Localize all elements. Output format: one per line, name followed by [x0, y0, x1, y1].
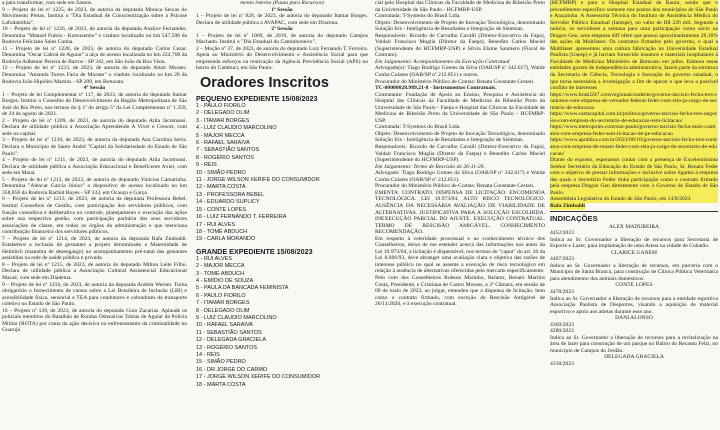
column-3 — [375, 0, 545, 430]
orador-item: 11 - JORGE WILSON XERIFE DO CONSUMIDOR — [196, 177, 320, 184]
orador-item: 15 - SIMÃO PEDRO — [196, 359, 246, 366]
orador-item: 6 - RAFAEL SARAIVA — [196, 140, 250, 147]
ementa-paragraph: EMENTA: CONTRATO. DISPENSA DE LICITAÇÃO. ENCOMENDA TECNOLÓGICA. LEI 10.973/04. ALTO RISCO TECNOLÓGICO. AUSÊNCIA DA NECESSÁRIA AVALIAÇÃO DE VIABILIDADE DE ALTERNATIVAS. JUSTIFICATIVA PARA A SOLUÇÃO ESCOLHIDA. INEXECUÇÃO PARCIAL DO AJUSTE. EXECUÇÃO CONTRATUAL. TERMO DE RESCISÃO AMIGÁVEL. CONHECIMENTO RECOMENDAÇÃO. — [375, 189, 545, 236]
paragraph: 11 – Projeto de lei nº 1228, de 2023, de autoria do deputado Carlos Cezar. Denomina "Oscar Cabral de Aguiar" a alça de acesso localizada no km 224,700 da Rodovia Adhemar Pereira de Barros - SP 342, em São João da Boa Vista. — [2, 45, 187, 65]
orador-item: 10 - RAFAEL SARAIVA — [196, 322, 253, 329]
pequeno-expediente-list — [196, 103, 368, 244]
orador-item: 3 - TOMÉ ABDUCH — [196, 270, 245, 277]
orador-item: 5 - MAJOR MECCA — [196, 132, 245, 139]
orador-item: 12 - DELEGADA GRACIELA — [196, 337, 266, 344]
orador-item: 1 - RUI ALVES — [196, 255, 232, 262]
orador-item: 12 - MARTA COSTA — [196, 184, 246, 191]
column-4 — [550, 0, 718, 430]
paragraph: Objeto: Desenvolvimento de Projeto de Inovação Tecnológica, denominado Solução Iris - Inteligência de Resultados e Integração de Sistemas. — [375, 19, 545, 33]
indicacao-author: DELEGADA GRACIELA — [604, 354, 664, 361]
orador-item: 18 - MARTA COSTA — [196, 381, 246, 388]
orador-item: 1 - PAULO FIORILO — [196, 103, 246, 110]
paragraph: Contratada: T-Systems do Brasil Ltda. — [375, 13, 461, 20]
source-link[interactable]: https://www.brasil247.com/regionais/sudeste/governo-tarcisio-fecha-tres-contratos-com-empresa-de-vereador-federal-feder-com-rela-ja-cargo-de-secretario-de-educacao — [550, 91, 718, 111]
grande-expediente-heading: GRANDE EXPEDIENTE 15/08/2023 — [196, 246, 313, 256]
source-link[interactable]: https://www.apublica.com.br/2023/08/10/governo-tarcisio-fecha-tres-contratos-com-empresa-de-renato-feder-com-rela-ja-cargo-de-secretario-de-educacao/ — [550, 137, 718, 157]
indicacao-text: Indica ao Sr. Governador a liberação de recursos para a revitalização na área de lazer para construção de um parque no Bairro do Recanto Feliz, no município de Campos do Jordão. — [550, 334, 718, 354]
paragraph: Em respeito à celeridade processual e ao conhecimento técnico dos Conselheiros, deixo de me estender acerca das informações nos autos da Lei 10.973/04, a licitação é dispensável, nos termos do "caput" do art. 20 da Lei 8.666/93, deve abranger uma avaliação clara e objetiva das razões de interesse público no qual se assente a execução de risco tecnológico em relação à ausência de alternativas oferecidas pelo mercado especificamente. — [375, 235, 545, 275]
paragraph: Objeto: Desenvolvimento de Projeto de Inovação Tecnológica, denominado Solução Iris - Inteligência de Resultados e Integração de Sistemas. — [375, 130, 545, 144]
paragraph: 2 – Moção nº 37, de 2023, de autoria do deputado Luiz Fernando T. Ferreira. Apela ao Ministério do Desenvolvimento e Assistência Social para que empreenda esforços na reativação da Agência Previdência Social (APS) no bairro do Cambuci, em São Paulo. — [196, 45, 368, 72]
session-heading: 4ª Sessão — [83, 85, 106, 92]
indicacao-number: 4478/2023 — [550, 288, 574, 295]
orador-item: 6 - PAULO FIORILO — [196, 292, 246, 299]
source-link[interactable]: https://www.metropoles.com/sao-paulo/governo-tarcisio-fecha-mais-contratos-com-empresa-feder-sem-licitacao-de-pe-educacao — [550, 124, 718, 137]
orador-item: 5 - PAULA DA BANCADA FEMINISTA — [196, 285, 289, 292]
indicacoes-list — [550, 224, 718, 368]
paragraph: 12 – Projeto de lei nº 1233, de 2023, de autoria do deputado Altair Moraes. Denomina "Amanda Torres Faria de Moraes" o viaduto localizado no km 20 da Rodovia João Hipólito Martins - SP 209, em Botucatu. — [2, 65, 187, 85]
orador-item: 9 - LUIZ CLAUDIO MARCOLINO — [196, 314, 277, 321]
paragraph: 2 – Projeto de lei nº 1209, de 2023, de autoria do deputado Atila Jacomussi. Declara de utilidade pública a Associação Aprendendo A Viver e Crescer, com sede na capital. — [2, 117, 187, 137]
orador-item: 13 - ROGÉRIO SANTOS — [196, 344, 258, 351]
paragraph: Advogado: Tiago Rodrigo Gomes da Silva (OAB/SP nº 342.617) e Walde Cunha Colares (OAB/SP nº 212.851). — [375, 170, 545, 183]
divider — [550, 211, 718, 212]
indicacao-number: 4318/2023 — [550, 360, 574, 367]
session-heading: 2ª Sessão — [271, 26, 293, 33]
orador-item: 17 - JORGE WILSON XERIFE DO CONSUMIDOR — [196, 374, 321, 381]
orador-item: 14 - EDUARDO SUPLICY — [196, 199, 260, 206]
paragraph: 9 – Projeto de lei nº 1216, de 2023, de autoria da deputada Andréa Werner. Torna obrigatório o fornecimento de cursos sobre a Lei Brasileira de Inclusão (LBI) e acessibilidade física, sensorial e TEA para condutores e cobradores do transporte coletivo no Estado de São Paulo. — [2, 281, 187, 308]
column-1 — [2, 0, 187, 430]
orador-item: 4 - EMÍDIO DE SOUZA — [196, 277, 254, 284]
paragraph: TC-00000028.989.21-8 - Instrumentos Contratuais. — [375, 85, 497, 92]
paragraph: 7 – Projeto de lei nº 1214, de 2023, de autoria da deputada Rafa Zimbaldi. Estabelece a inclusão de gestantes a projeto denominado a Maternidade de Heimlich (manobra de desengasgo) no acompanhamento pré-natal das gestantes assistidas na rede de saúde pública e privada. — [2, 235, 187, 262]
paragraph: 6 – Projeto de lei nº 1213, de 2023, de autoria da deputada Professora Bebel. Institui Conselhos de Gestão, com participação dos servidores públicos, com função consultiva e deliberativa no controle, planejamento e execução das ações sobre sua respectiva gestão, com participação paritária dos seus servidores associações de classe, em todos os órgãos da administração e que menciona contribuição financeira dos servidores públicos. — [2, 196, 187, 236]
orador-item: 4 - LUIZ CLAUDIO MARCOLINO — [196, 125, 277, 132]
paragraph: 3 – Projeto de lei nº 1210, de 2023, de autoria da deputada Ana Carolina Serra. Declara o Município de Santo André "Capital da Solidariedade do Estado de São Paulo". — [2, 137, 187, 157]
oradores-title: Oradores Inscritos — [200, 75, 329, 92]
indicacao-author: CLARICE GANEM — [611, 249, 657, 256]
orador-item: 7 - ITAMAR BORGES — [196, 300, 250, 307]
indicacao-text: Indica ao Sr. Governador a liberação de recursos para Secretaria de Esporte e Lazer, para implantação de uma Arena na cidade de Cubatão. — [550, 236, 718, 250]
paragraph: 10 – Projeto nº 139, de 2023, de autoria do deputado Guto Zacarias. Aplaude os policiais membros do Batalhão de Rondas Ostensivas Tobias de Aguiar da Polícia Militar (ROTA) por conta da ação decisiva no enfrentamento da criminalidade no Guarujá — [2, 307, 187, 334]
paragraph: Procurador do Ministério Público de Contas: Renata Constante Cestari. — [375, 78, 535, 85]
orador-item: 11 - SEBASTIÃO SANTOS — [196, 329, 262, 336]
grande-expediente-list — [196, 256, 368, 389]
orador-item: 15 - CONTE LOPES — [196, 206, 247, 213]
paragraph: 1 – Projeto de lei nº 1069, de 2019, de autoria do deputado Campos Machado. Institui o "Dia Estadual do Caminhoneiro". — [196, 32, 368, 46]
orador-item: 13 - PROFESSORA BEBEL — [196, 191, 265, 198]
paragraph: 8 – Projeto de lei nº 1215, de 2023, de autoria do deputado Milton Leite Filho. Declara de utilidade pública a Associação Cultural Assistencial Educacional Macaé, com sede em Diadema. — [2, 261, 187, 281]
orador-item: 18 - TOMÉ ABDUCH — [196, 228, 248, 235]
pequeno-expediente-heading: PEQUENO EXPEDIENTE 15/08/2023 — [196, 94, 318, 104]
orador-item: 3 - ITAMAR BORGES — [196, 117, 250, 124]
paragraph: cial pelo Hospital das Clínicas da Faculdade de Medicina de Ribeirão Preto da Universidade de São Paulo - HCFMRP-USP. — [375, 0, 545, 13]
indicacao-author: DANI ALONSO — [615, 315, 653, 322]
orador-item: 10 - SIMÃO PEDRO — [196, 169, 246, 176]
indicacao-author: ALEX MADUREIRA — [608, 223, 660, 230]
paragraph: 10 – Projeto de lei nº 1226, de 2023, de autoria da deputada Analice Fernandes. Denomina "Manoel Fumio - Kutsuzenho" o viaduto localizado no km 547,500 da Rodovia Feliciano Sales Cunha. — [2, 26, 187, 46]
paragraph: Procurador do Ministério Público de Contas: Renata Constante Cestari. — [375, 183, 535, 190]
orador-item: 14 - REIS — [196, 352, 220, 359]
orador-item: 2 - DELEGADO OLIM — [196, 110, 250, 117]
indicacoes-heading: INDICAÇÕES — [550, 213, 598, 223]
paragraph: 4 – Projeto de lei nº 1211, de 2023, de autoria do deputado Atila Jacomussi. Declara de utilidade pública a Associação Educacional e Beneficente Axiel, com sede em Mauá. — [2, 157, 187, 177]
paragraph: mento interno (Pauta para Recursos) — [240, 0, 324, 6]
paragraph: Em Julgamento: Acompanhamento da Execução Contratual — [375, 58, 510, 65]
orador-item: 8 - DELEGADO OLIM — [196, 307, 250, 314]
orador-item: 19 - CARLA MORANDO — [196, 236, 256, 243]
paragraph: Responsáveis: Ricardo de Carvalho Cavalli (Diretor-Executivo da Fapa), Valdair Francisco Muglia (Diretor da Faepa) e Benedito Carlos Maciel (Superintendente do HCFMRP-USP). — [375, 144, 545, 164]
source-link[interactable]: https://www.cartacapital.com.br/politica/governo-tarcisio-fecha-tres-negocios-com-empresa-do-secretario-de-educacao-sem-licitacao/ — [550, 111, 718, 124]
signature-name: Rafa Zimbaldi — [550, 202, 585, 209]
indicacao-author: CONTE LOPES — [615, 282, 653, 289]
orador-item: 16 - DR JORGE DO CARMO — [196, 366, 268, 373]
orador-item: 9 - REIS — [196, 162, 217, 169]
indicacao-text: Indica ao Sr. Governador a liberação de recursos, em parceria com o Município de Santa Branca, para construção de Clínica Pública Veterinária para atendimento dos animais domésticos. — [550, 262, 718, 282]
paragraph: Pelo voto dos Conselheiros Robson Marinho, Relator, Renato Martins Costa, Presidente, e Cristiana de Castro Moraes, a 2ª Câmara, em sessão de 09 de maio de 2023, ao julgar, entendeu que a dispensa de licitação, bem como o contrato firmado, com exceção de Rescisão Amigável de 26/11/2020, e à execução contratual. — [375, 274, 545, 308]
indicacao-number: 4467/2023 — [550, 256, 574, 263]
session-heading: 1ª Sessão — [271, 6, 293, 13]
paragraph: Responsáveis: Ricardo de Carvalho Cavalli (Diretor-Executivo da Fapa), Valdair Francisco Muglia (Diretor da Faepa), Benedito Carlos Maciel (Superintendente do HCFMRP-USP) e Silvia Elaine Sanmero (Fiscal de Contrato). — [375, 32, 545, 59]
indicacao-text: Indica ao Sr. Governador a liberação de recursos para a entidade esportiva Associação Paulista de Desportos, visando a aquisição de material esportivo e apoio aos atletas durante esse ano. — [550, 295, 718, 315]
orador-item: 8 - ROGÉRIO SANTOS — [196, 154, 254, 161]
indicacao-number: 4369/2023 — [550, 321, 574, 328]
paragraph: Em Julgamento: Termo de Rescisão de 26-11-20. — [375, 163, 485, 170]
paragraph: 1 – Projeto de lei Complementar nº 117, de 2023, de autoria do deputado Itamar Borges. Institui o Conselho de Desenvolvimento da Região Metropolitana de São José do Rio Preto, nos termos do § 1º do artigo 5º da Lei Complementar nº 1.359, de 24 de agosto de 2021. — [2, 91, 187, 118]
orador-item: 16 - LUIZ FERNANDO T. FERREIRA — [196, 214, 287, 221]
orador-item: 17 - RUI ALVES — [196, 221, 236, 228]
indicacao-number: 4452/2023 — [550, 230, 574, 237]
paragraph: 1 – Projeto de lei nº 828, de 2023, de autoria do deputado Itamar Borges. Declara de utilidade pública a AVAPAC, com sede em Dracena. — [196, 13, 368, 26]
paragraph: 5 – Projeto de lei nº 1212, de 2023, de autoria do deputado Vinicius Camarinha. Denomina "Alencar Garcia Júnior" o dispositivo de acesso localizado no km 358,858 da Rodovia Rachid Rayes - SP 333, em Ocauçu e Garça. — [2, 176, 187, 196]
paragraph: Contratada: T-Systems do Brasil Ltda. — [375, 124, 461, 131]
paragraph: Advogado(s): Tiago Rodrigo Gomes da Silva (OAB/SP nº 342.617), Walde Cunha Colares (OAB/SP nº 212.851) e outros. — [375, 65, 545, 79]
orador-item: 2 - MAJOR MECCA — [196, 263, 245, 270]
highlighted-paragraph: Assembleia Legislativa do Estado de São Paulo, em 14/8/2023. — [550, 196, 718, 203]
indicacao-number: 4280/2023 — [550, 328, 574, 335]
paragraph: 9 – Projeto de lei nº 1225, de 2023, de autoria da deputada Monica Seixas do Movimento Pretas. Institui o "Dia Estadual de Conscientização sobre a Psicose Lafodamibia". — [2, 6, 187, 26]
paragraph: a para transformar, com sede em Santos. — [2, 0, 93, 6]
orador-item: 7 - SEBASTIÃO SANTOS — [196, 147, 260, 154]
paragraph: Contratante: Fundação de Apoio ao Ensino, Pesquisa e Assistência do Hospital das Clínicas da Faculdade de Medicina de Ribeirão Preto da Universidade de São Paulo - Faepa e Hospital das Clínicas da Faculdade de Medicina de Ribeirão Preto da Universidade de São Paulo - HCFMRP-USP. — [375, 91, 545, 124]
highlighted-paragraph: Diante do exposto, esperamos contar com a presença de Excelentíssimo Senhor Secretário da Educação do Estado de São Paulo, Sr. Renato Feder com o objetivo de prestar informações e inclusive sobre ligados à empresa das quais o Secretário Feder tinha participação como o contrato firmado pela empresa Dragon Gen diretamente com o Governo do Estado de São Paulo. — [550, 157, 718, 196]
highlighted-paragraph: (HCFMRP) e para o Hospital Estadual de Bauru, sendo que o procedimento específico somente nos postos dos municípios de São Paulo e Araçatuba. A Assessoria Técnica do Instituto de Assistência Médica do Servidor Público Estadual (Iamspe), no valor de R$ 226 mil. Segundo a notícia, os servidores a semana para uma participação como sócio na Dragon Gen, uma empresa diff ofere que possui aproximadamente 28,16% das ações da Multilaser. Os contratos firmados pelo governo, o qual a Multilaser apresentou uma cultura fabricação na Universidade Estadual Paulista (Unesp) e já haviam fornecido insumos e materiais hospitalares à Faculdade de Medicina Ministério de Botucatu em julho. Embora essas entidades gozem de independência administrativa, fazem parte da estrutura da Secretaria de Ciência, Tecnologia e Inovação do governo estadual, o que torna necessária a investigação a fim de apurar o que leva a possível conflito de interesses — [550, 0, 718, 92]
column-2 — [196, 0, 368, 430]
